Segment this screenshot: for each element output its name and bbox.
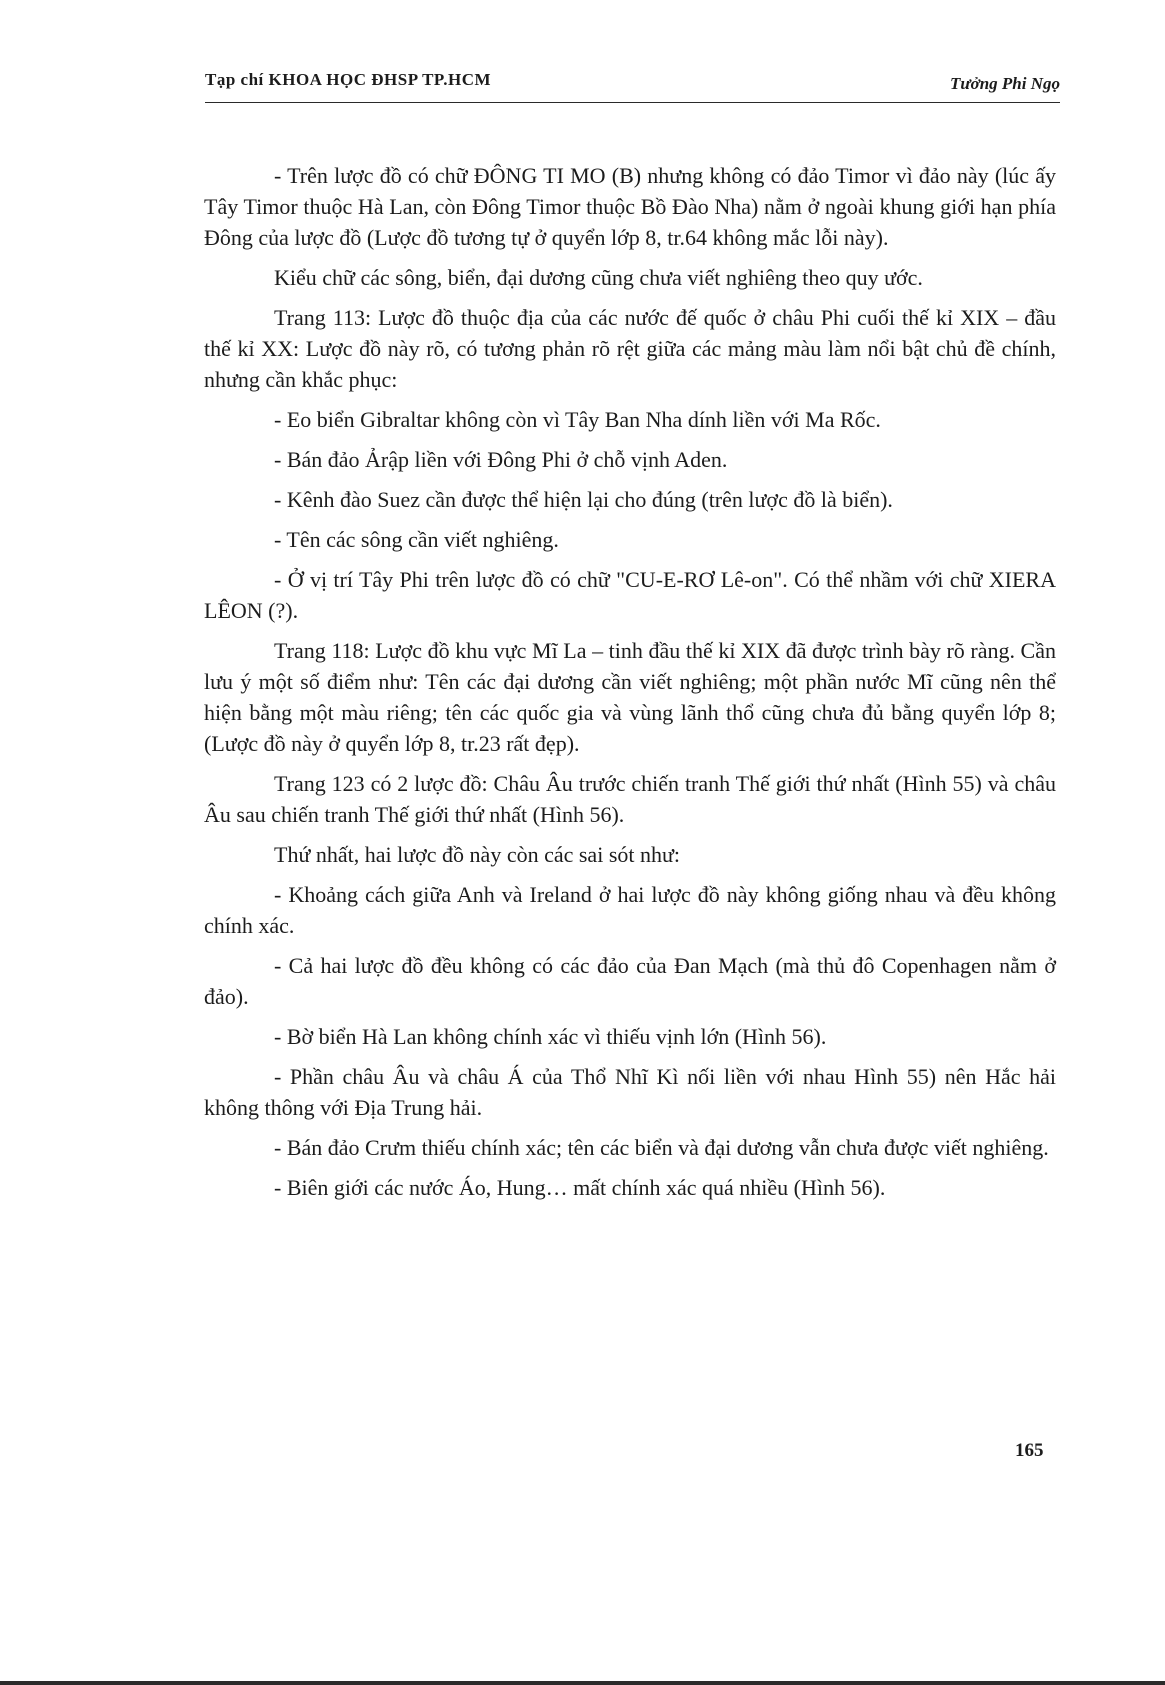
- author-name: Tưởng Phi Ngọ: [950, 74, 1060, 93]
- paragraph: - Trên lược đồ có chữ ĐÔNG TI MO (B) nhưng không có đảo Timor vì đảo này (lúc ấy Tây Timor thuộc Hà Lan, còn Đông Timor thuộc Bồ Đào Nha) nằm ở ngoài khung giới hạn phía Đông của lược đồ (Lược đồ tương tự ở quyển lớp 8, tr.64 không mắc lỗi này).: [204, 163, 1056, 250]
- paragraph: - Bán đảo Ảrập liền với Đông Phi ở chỗ vịnh Aden.: [274, 447, 728, 472]
- paragraph: - Bờ biển Hà Lan không chính xác vì thiếu vịnh lớn (Hình 56).: [274, 1024, 827, 1049]
- paragraph: Kiểu chữ các sông, biển, đại dương cũng chưa viết nghiêng theo quy ước.: [274, 265, 923, 290]
- paragraph: - Tên các sông cần viết nghiêng.: [274, 527, 559, 552]
- paragraph: - Ở vị trí Tây Phi trên lược đồ có chữ "CU-E-RƠ Lê-on". Có thể nhầm với chữ XIERA LÊON (?).: [204, 567, 1056, 623]
- paragraph: Trang 118: Lược đồ khu vực Mĩ La – tinh đầu thế kỉ XIX đã được trình bày rõ ràng. Cần lưu ý một số điểm như: Tên các đại dương cần viết nghiêng; một phần nước Mĩ cũng nên thể hiện bằng một màu riêng; tên các quốc gia và vùng lãnh thổ cũng chưa đủ bằng quyển lớp 8; (Lược đồ này ở quyển lớp 8, tr.23 rất đẹp).: [204, 638, 1056, 756]
- paragraph: Trang 123 có 2 lược đồ: Châu Âu trước chiến tranh Thế giới thứ nhất (Hình 55) và châu Âu sau chiến tranh Thế giới thứ nhất (Hình 56).: [204, 771, 1056, 827]
- paragraph: - Khoảng cách giữa Anh và Ireland ở hai lược đồ này không giống nhau và đều không chính xác.: [204, 882, 1056, 938]
- journal-title: Tạp chí KHOA HỌC ĐHSP TP.HCM: [205, 70, 492, 89]
- paragraph: - Bán đảo Crưm thiếu chính xác; tên các biển và đại dương vẫn chưa được viết nghiêng.: [274, 1135, 1049, 1160]
- paragraph: Trang 113: Lược đồ thuộc địa của các nước đế quốc ở châu Phi cuối thế kỉ XIX – đầu thế kỉ XX: Lược đồ này rõ, có tương phản rõ rệt giữa các mảng màu làm nổi bật chủ đề chính, nhưng cần khắc phục:: [204, 305, 1056, 392]
- running-header: [205, 66, 1060, 103]
- article-body: [204, 160, 1056, 1212]
- paragraph: Thứ nhất, hai lược đồ này còn các sai sót như:: [274, 842, 681, 867]
- paragraph: - Biên giới các nước Áo, Hung… mất chính xác quá nhiều (Hình 56).: [274, 1175, 886, 1200]
- page-number: 165: [1015, 1440, 1044, 1461]
- paragraph: - Phần châu Âu và châu Á của Thổ Nhĩ Kì nối liền với nhau Hình 55) nên Hắc hải không thông với Địa Trung hải.: [204, 1064, 1056, 1120]
- paragraph: - Cả hai lược đồ đều không có các đảo của Đan Mạch (mà thủ đô Copenhagen nằm ở đảo).: [204, 953, 1056, 1009]
- paragraph: - Kênh đào Suez cần được thể hiện lại cho đúng (trên lược đồ là biển).: [274, 487, 893, 512]
- paragraph: - Eo biển Gibraltar không còn vì Tây Ban Nha dính liền với Ma Rốc.: [274, 407, 881, 432]
- scan-edge-divider: [0, 1681, 1165, 1685]
